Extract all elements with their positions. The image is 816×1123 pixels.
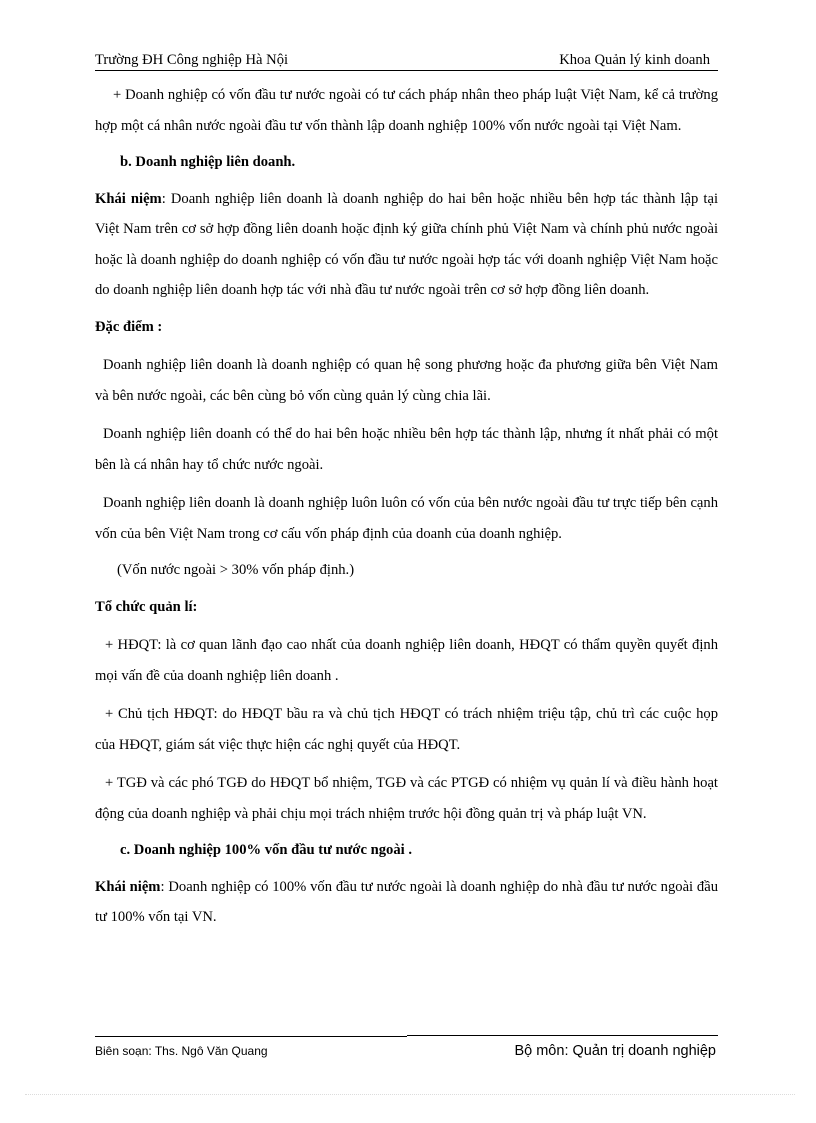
section-b-concept-label: Khái niệm	[95, 190, 162, 207]
section-c-concept	[95, 872, 718, 933]
section-b-concept-text: : Doanh nghiệp liên doanh là doanh nghiệp do hai bên hoặc nhiều bên hợp tác thành lập tại Việt Nam trên cơ sở hợp đồng liên doanh hoặc định ký giữa chính phủ Việt Nam và chính phủ nước ngoài hoặc là doanh nghiệp do doanh nghiệp có vốn đầu tư nước ngoài hợp tác với doanh nghiệp Việt Nam hoặc do doanh nghiệp liên doanh hợp tác với nhà đầu tư nước ngoài trên cơ sở hợp đồng liên doanh.	[95, 190, 719, 298]
section-c-heading: c. Doanh nghiệp 100% vốn đầu tư nước ngoài .	[120, 842, 412, 858]
header-school: Trường ĐH Công nghiệp Hà Nội	[95, 52, 289, 68]
org-item: + HĐQT: là cơ quan lãnh đạo cao nhất của doanh nghiệp liên doanh, HĐQT có thẩm quyền quyết định mọi vấn đề của doanh nghiệp liên doanh .	[95, 637, 718, 684]
section-b-heading: b. Doanh nghiệp liên doanh.	[120, 154, 296, 170]
org-item: + TGĐ và các phó TGĐ do HĐQT bổ nhiệm, TGĐ và các PTGĐ có nhiệm vụ quản lí và điều hành hoạt động của doanh nghiệp và phải chịu mọi trách nhiệm trước hội đồng quản trị và pháp luật VN.	[95, 775, 718, 822]
page-footer	[95, 1043, 718, 1063]
footer-divider-left	[95, 1036, 407, 1037]
footer-department: Bộ môn: Quản trị doanh nghiệp	[514, 1043, 716, 1059]
org-item: + Chủ tịch HĐQT: do HĐQT bầu ra và chủ tịch HĐQT có trách nhiệm triệu tập, chủ trì các cuộc họp của HĐQT, giám sát việc thực hiện các nghị quyết của HĐQT.	[95, 706, 718, 753]
section-b-concept	[95, 184, 718, 306]
features-heading: Đặc điểm :	[95, 318, 163, 335]
page-header	[95, 52, 718, 71]
feature-paragraph: Doanh nghiệp liên doanh là doanh nghiệp luôn luôn có vốn của bên nước ngoài đầu tư trực tiếp bên cạnh vốn của bên Việt Nam trong cơ cấu vốn pháp định của doanh của doanh nghiệp.	[95, 495, 718, 542]
org-heading: Tổ chức quản lí:	[95, 598, 198, 615]
capital-note: (Vốn nước ngoài > 30% vốn pháp định.)	[117, 562, 355, 578]
section-c-concept-text: : Doanh nghiệp có 100% vốn đầu tư nước ngoài là doanh nghiệp do nhà đầu tư nước ngoài đầu tư 100% vốn tại VN.	[95, 878, 718, 925]
page-edge-divider	[25, 1094, 795, 1095]
footer-author: Biên soạn: Ths. Ngô Văn Quang	[95, 1044, 268, 1058]
feature-paragraph: Doanh nghiệp liên doanh có thể do hai bên hoặc nhiều bên hợp tác thành lập, nhưng ít nhất phải có một bên là cá nhân hay tổ chức nước ngoài.	[95, 426, 718, 473]
feature-paragraph: Doanh nghiệp liên doanh là doanh nghiệp có quan hệ song phương hoặc đa phương giữa bên Việt Nam và bên nước ngoài, các bên cùng bỏ vốn cùng quản lý cùng chia lãi.	[95, 357, 718, 404]
intro-paragraph: + Doanh nghiệp có vốn đầu tư nước ngoài có tư cách pháp nhân theo pháp luật Việt Nam, kể cả trường hợp một cá nhân nước ngoài đầu tư vốn thành lập doanh nghiệp 100% vốn nước ngoài tại Việt Nam.	[95, 87, 718, 134]
header-faculty: Khoa Quản lý kinh doanh	[559, 52, 710, 68]
page-body	[95, 80, 718, 933]
section-c-concept-label: Khái niệm	[95, 878, 161, 895]
footer-divider-right	[407, 1035, 718, 1036]
